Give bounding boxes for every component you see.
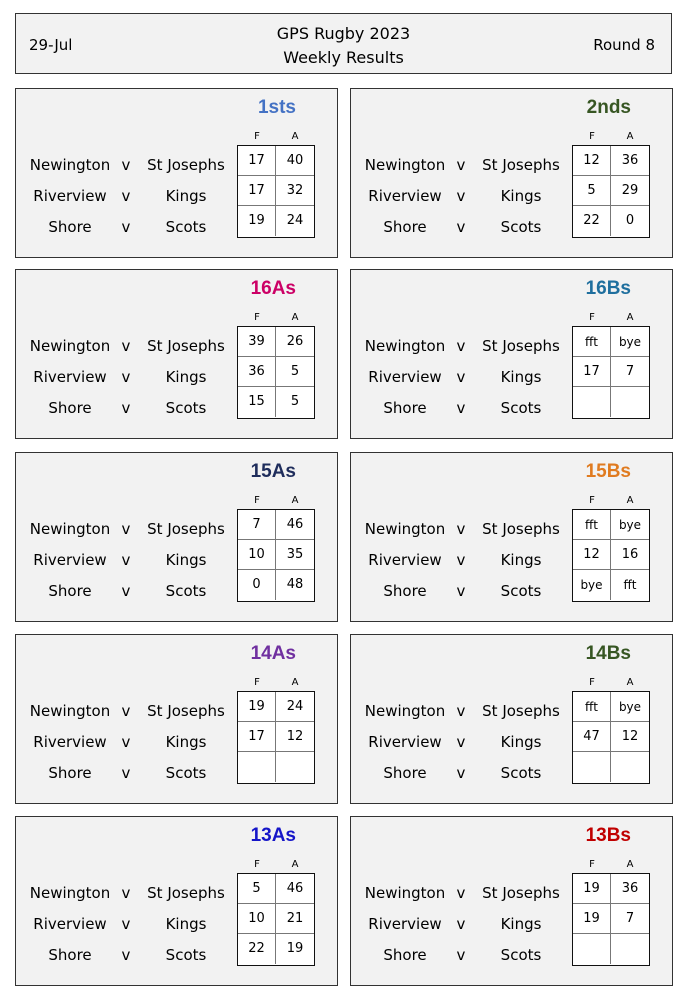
away-team: St Josephs bbox=[147, 337, 225, 355]
away-team: Kings bbox=[500, 551, 542, 569]
versus-label: v bbox=[121, 337, 131, 355]
results-panel-6 bbox=[15, 634, 338, 804]
grade-title: 15As bbox=[250, 461, 296, 482]
for-header: F bbox=[254, 131, 260, 142]
home-team: Riverview bbox=[368, 551, 442, 569]
grade-title: 14As bbox=[250, 643, 296, 664]
versus-label: v bbox=[121, 368, 131, 386]
score-against-cell: bye bbox=[611, 327, 649, 357]
home-team: Newington bbox=[29, 702, 111, 720]
away-team: Kings bbox=[500, 915, 542, 933]
for-header: F bbox=[254, 859, 260, 870]
match-row bbox=[351, 181, 573, 212]
score-for-cell: fft bbox=[573, 327, 611, 357]
results-panel-7 bbox=[350, 634, 673, 804]
home-team: Riverview bbox=[33, 915, 107, 933]
against-header: A bbox=[626, 859, 634, 870]
grade-title: 15Bs bbox=[585, 461, 631, 482]
grade-title: 2nds bbox=[586, 97, 631, 118]
home-team: Riverview bbox=[368, 733, 442, 751]
grade-title: 14Bs bbox=[585, 643, 631, 664]
score-against-cell: 16 bbox=[611, 540, 649, 570]
match-row bbox=[351, 514, 573, 545]
versus-label: v bbox=[456, 337, 466, 355]
for-header: F bbox=[589, 131, 595, 142]
page-title bbox=[16, 22, 671, 70]
away-team: St Josephs bbox=[482, 156, 560, 174]
score-against-cell: 0 bbox=[625, 213, 635, 228]
score-against-cell: bye bbox=[611, 692, 649, 722]
score-against-cell bbox=[611, 934, 649, 964]
score-for-cell: fft bbox=[573, 510, 611, 540]
score-table bbox=[572, 145, 650, 238]
score-against-cell: 35 bbox=[276, 540, 314, 570]
versus-label: v bbox=[456, 915, 466, 933]
match-row bbox=[351, 696, 573, 727]
for-header: F bbox=[589, 859, 595, 870]
score-table bbox=[572, 873, 650, 966]
score-for-cell: 47 bbox=[573, 722, 611, 752]
score-against-cell: 5 bbox=[276, 357, 314, 387]
score-table bbox=[237, 509, 315, 602]
away-team: St Josephs bbox=[482, 702, 560, 720]
versus-label: v bbox=[456, 582, 466, 600]
versus-label: v bbox=[456, 218, 466, 236]
home-team: Newington bbox=[29, 520, 111, 538]
against-header: A bbox=[291, 312, 299, 323]
match-row bbox=[16, 758, 238, 789]
home-team: Shore bbox=[383, 764, 427, 782]
home-team: Riverview bbox=[33, 368, 107, 386]
versus-label: v bbox=[456, 764, 466, 782]
score-against-cell: fft bbox=[623, 578, 637, 592]
home-team: Riverview bbox=[33, 187, 107, 205]
away-team: St Josephs bbox=[147, 156, 225, 174]
match-row bbox=[16, 331, 238, 362]
home-team: Newington bbox=[29, 156, 111, 174]
score-for-cell: bye bbox=[573, 570, 611, 600]
home-team: Shore bbox=[48, 218, 92, 236]
home-team: Shore bbox=[383, 582, 427, 600]
results-panel-9 bbox=[350, 816, 673, 986]
match-row bbox=[16, 696, 238, 727]
score-against-cell: 46 bbox=[276, 510, 314, 540]
home-team: Riverview bbox=[368, 187, 442, 205]
score-for-cell bbox=[573, 387, 611, 417]
score-table bbox=[237, 326, 315, 419]
score-for-cell: 17 bbox=[573, 357, 611, 387]
home-team: Riverview bbox=[33, 733, 107, 751]
match-row bbox=[351, 758, 573, 789]
for-header: F bbox=[589, 677, 595, 688]
score-for-cell: 5 bbox=[238, 874, 276, 904]
match-row bbox=[351, 362, 573, 393]
versus-label: v bbox=[121, 187, 131, 205]
score-for-cell: 17 bbox=[238, 722, 276, 752]
score-against-cell: 48 bbox=[286, 577, 304, 592]
match-row bbox=[16, 212, 238, 243]
away-team: Kings bbox=[165, 368, 207, 386]
match-date: 29-Jul bbox=[29, 36, 73, 54]
score-against-cell bbox=[611, 387, 649, 417]
score-for-cell: 17 bbox=[238, 176, 276, 206]
score-for-cell: 0 bbox=[238, 570, 276, 600]
versus-label: v bbox=[121, 399, 131, 417]
score-table bbox=[237, 145, 315, 238]
score-for-cell: 15 bbox=[238, 387, 276, 417]
versus-label: v bbox=[121, 218, 131, 236]
home-team: Riverview bbox=[33, 551, 107, 569]
match-row bbox=[16, 181, 238, 212]
score-for-cell: 10 bbox=[238, 904, 276, 934]
match-row bbox=[16, 909, 238, 940]
score-table bbox=[237, 691, 315, 784]
score-against-cell: 21 bbox=[276, 904, 314, 934]
match-row bbox=[16, 393, 238, 424]
score-for-cell: 12 bbox=[573, 146, 611, 176]
title-line-2: Weekly Results bbox=[283, 48, 404, 67]
match-row bbox=[16, 545, 238, 576]
score-for-cell bbox=[573, 752, 611, 782]
grade-title: 13Bs bbox=[585, 825, 631, 846]
match-row bbox=[351, 727, 573, 758]
against-header: A bbox=[626, 495, 634, 506]
against-header: A bbox=[291, 131, 299, 142]
results-panel-8 bbox=[15, 816, 338, 986]
results-panel-4 bbox=[15, 452, 338, 622]
home-team: Newington bbox=[29, 337, 111, 355]
for-header: F bbox=[254, 495, 260, 506]
versus-label: v bbox=[456, 187, 466, 205]
score-against-cell: 5 bbox=[290, 394, 300, 409]
score-against-cell: 40 bbox=[276, 146, 314, 176]
score-against-cell: 24 bbox=[286, 213, 304, 228]
away-team: St Josephs bbox=[147, 520, 225, 538]
score-against-cell: 12 bbox=[276, 722, 314, 752]
home-team: Shore bbox=[48, 399, 92, 417]
score-for-cell: fft bbox=[573, 692, 611, 722]
home-team: Shore bbox=[383, 946, 427, 964]
away-team: Scots bbox=[165, 582, 207, 600]
away-team: St Josephs bbox=[482, 337, 560, 355]
score-for-cell: 7 bbox=[238, 510, 276, 540]
away-team: Scots bbox=[500, 218, 542, 236]
away-team: Kings bbox=[165, 187, 207, 205]
versus-label: v bbox=[121, 946, 131, 964]
versus-label: v bbox=[121, 702, 131, 720]
match-row bbox=[351, 576, 573, 607]
score-against-cell: 36 bbox=[611, 146, 649, 176]
score-for-cell bbox=[238, 752, 276, 782]
match-row bbox=[351, 909, 573, 940]
away-team: Scots bbox=[165, 946, 207, 964]
results-panel-2 bbox=[15, 269, 338, 439]
versus-label: v bbox=[456, 551, 466, 569]
away-team: St Josephs bbox=[482, 884, 560, 902]
away-team: Scots bbox=[500, 399, 542, 417]
grade-title: 16Bs bbox=[585, 278, 631, 299]
home-team: Newington bbox=[364, 156, 446, 174]
versus-label: v bbox=[456, 520, 466, 538]
score-against-cell: 24 bbox=[276, 692, 314, 722]
score-for-cell: 39 bbox=[238, 327, 276, 357]
match-row bbox=[16, 576, 238, 607]
versus-label: v bbox=[121, 764, 131, 782]
score-for-cell: 36 bbox=[238, 357, 276, 387]
home-team: Newington bbox=[364, 702, 446, 720]
for-header: F bbox=[254, 312, 260, 323]
away-team: Kings bbox=[500, 187, 542, 205]
match-row bbox=[16, 727, 238, 758]
versus-label: v bbox=[456, 702, 466, 720]
against-header: A bbox=[626, 677, 634, 688]
score-against-cell: 36 bbox=[611, 874, 649, 904]
score-against-cell bbox=[276, 752, 314, 782]
away-team: St Josephs bbox=[482, 520, 560, 538]
for-header: F bbox=[254, 677, 260, 688]
versus-label: v bbox=[456, 946, 466, 964]
against-header: A bbox=[291, 677, 299, 688]
match-row bbox=[16, 878, 238, 909]
away-team: Kings bbox=[165, 915, 207, 933]
score-against-cell: 32 bbox=[276, 176, 314, 206]
away-team: Scots bbox=[165, 399, 207, 417]
for-header: F bbox=[589, 495, 595, 506]
score-against-cell: 12 bbox=[611, 722, 649, 752]
away-team: Scots bbox=[500, 764, 542, 782]
versus-label: v bbox=[456, 399, 466, 417]
score-against-cell: 46 bbox=[276, 874, 314, 904]
versus-label: v bbox=[121, 520, 131, 538]
score-for-cell: 5 bbox=[573, 176, 611, 206]
home-team: Newington bbox=[364, 337, 446, 355]
score-against-cell: bye bbox=[611, 510, 649, 540]
versus-label: v bbox=[121, 156, 131, 174]
score-for-cell: 19 bbox=[573, 904, 611, 934]
versus-label: v bbox=[456, 156, 466, 174]
home-team: Riverview bbox=[368, 915, 442, 933]
score-for-cell: 19 bbox=[238, 692, 276, 722]
score-for-cell: 17 bbox=[238, 146, 276, 176]
score-for-cell: 10 bbox=[238, 540, 276, 570]
score-against-cell: 7 bbox=[611, 357, 649, 387]
match-row bbox=[351, 331, 573, 362]
versus-label: v bbox=[121, 582, 131, 600]
match-row bbox=[16, 514, 238, 545]
home-team: Shore bbox=[48, 764, 92, 782]
home-team: Newington bbox=[29, 884, 111, 902]
results-panel-3 bbox=[350, 269, 673, 439]
versus-label: v bbox=[121, 551, 131, 569]
score-for-cell: 19 bbox=[573, 874, 611, 904]
away-team: Kings bbox=[165, 733, 207, 751]
match-row bbox=[16, 362, 238, 393]
away-team: Kings bbox=[500, 733, 542, 751]
versus-label: v bbox=[456, 733, 466, 751]
match-row bbox=[351, 878, 573, 909]
score-for-cell: 19 bbox=[238, 206, 276, 236]
against-header: A bbox=[626, 312, 634, 323]
round-label: Round 8 bbox=[593, 36, 655, 54]
against-header: A bbox=[291, 859, 299, 870]
versus-label: v bbox=[121, 915, 131, 933]
match-row bbox=[351, 150, 573, 181]
against-header: A bbox=[626, 131, 634, 142]
score-for-cell: 12 bbox=[573, 540, 611, 570]
away-team: Kings bbox=[500, 368, 542, 386]
score-for-cell: 22 bbox=[573, 206, 611, 236]
away-team: St Josephs bbox=[147, 702, 225, 720]
score-against-cell bbox=[611, 752, 649, 782]
away-team: St Josephs bbox=[147, 884, 225, 902]
score-table bbox=[572, 509, 650, 602]
results-panel-1 bbox=[350, 88, 673, 258]
away-team: Kings bbox=[165, 551, 207, 569]
results-panel-5 bbox=[350, 452, 673, 622]
title-line-1: GPS Rugby 2023 bbox=[276, 24, 411, 43]
match-row bbox=[351, 545, 573, 576]
score-for-cell bbox=[573, 934, 611, 964]
score-for-cell: 22 bbox=[238, 934, 276, 964]
home-team: Shore bbox=[383, 218, 427, 236]
score-table bbox=[572, 691, 650, 784]
grade-title: 13As bbox=[250, 825, 296, 846]
match-row bbox=[351, 212, 573, 243]
score-against-cell: 19 bbox=[286, 941, 304, 956]
away-team: Scots bbox=[165, 764, 207, 782]
home-team: Shore bbox=[383, 399, 427, 417]
home-team: Shore bbox=[48, 582, 92, 600]
against-header: A bbox=[291, 495, 299, 506]
score-table bbox=[237, 873, 315, 966]
versus-label: v bbox=[121, 733, 131, 751]
match-row bbox=[16, 150, 238, 181]
grade-title: 16As bbox=[250, 278, 296, 299]
match-row bbox=[16, 940, 238, 971]
score-table bbox=[572, 326, 650, 419]
results-header bbox=[15, 13, 672, 74]
versus-label: v bbox=[456, 884, 466, 902]
grade-title: 1sts bbox=[257, 97, 296, 118]
score-against-cell: 26 bbox=[276, 327, 314, 357]
versus-label: v bbox=[121, 884, 131, 902]
away-team: Scots bbox=[500, 582, 542, 600]
results-panel-0 bbox=[15, 88, 338, 258]
home-team: Newington bbox=[364, 520, 446, 538]
away-team: Scots bbox=[165, 218, 207, 236]
home-team: Shore bbox=[48, 946, 92, 964]
away-team: Scots bbox=[500, 946, 542, 964]
match-row bbox=[351, 393, 573, 424]
for-header: F bbox=[589, 312, 595, 323]
versus-label: v bbox=[456, 368, 466, 386]
home-team: Newington bbox=[364, 884, 446, 902]
score-against-cell: 7 bbox=[611, 904, 649, 934]
score-against-cell: 29 bbox=[611, 176, 649, 206]
home-team: Riverview bbox=[368, 368, 442, 386]
match-row bbox=[351, 940, 573, 971]
